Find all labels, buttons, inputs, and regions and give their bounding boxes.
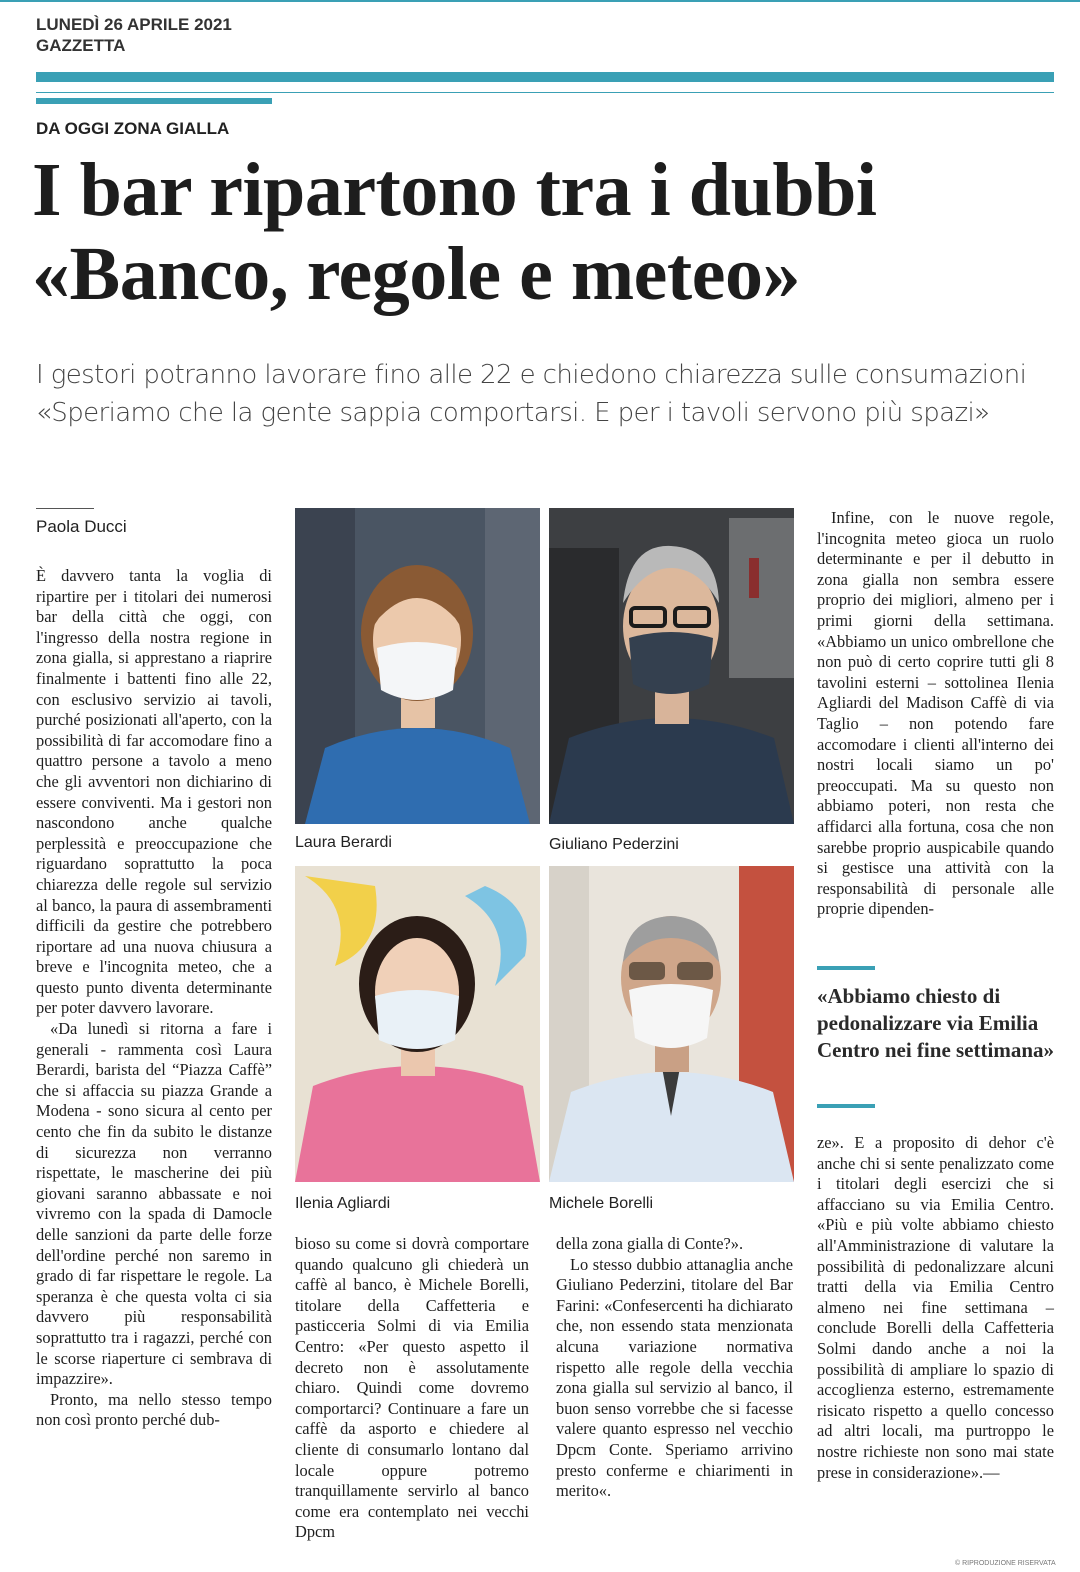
pullquote: «Abbiamo chiesto di pedonalizzare via Emilia Centro nei fine settimana» xyxy=(817,984,1054,1062)
article-paragraph: Infine, con le nuove regole, l'incognita meteo gioca un ruolo determinante e per il debutto in zona gialla non sembra essere proprio dei migliori, almeno per i primi giorni della settimana. «Abbiamo un unico ombrellone che non può di certo coprire tutti gli 8 tavolini esterni – sottolinea Ilenia Agliardi del Madison Caffè di via Taglio – non potendo fare accomodare i clienti all'interno dei nostri locali siamo un po' preoccupati. Ma su questo non abbiamo poteri, non resta che affidarci alla fortuna, cosa che non sarebbe proprio auspicabile quando si gestisce una attività con la responsabilità di personale alle proprie dipenden- xyxy=(817,508,1054,919)
header-rule-thick xyxy=(36,72,1054,82)
copyright-notice: © RIPRODUZIONE RISERVATA xyxy=(955,1560,1056,1567)
article-paragraph: ze». E a proposito di dehor c'è anche chi si sente penalizzato come i titolari degli esercizi che si affacciano su via Emilia Centro. «Più e più volte abbiamo chiesto all'Amministrazione di valutare la possibilità di pedonalizzare alcuni tratti della via Emilia Centro almeno nei fine settimana – conclude Borelli della Caffetteria Solmi dando anche a noi la possibilità di ampliare lo spazio di accoglienza esterno, estremamente risicato rispetto a quello concesso ad altri locali, ma purtroppo le nostre richieste non sono mai state prese in considerazione».— xyxy=(817,1133,1054,1482)
photo-giuliano-pederzini xyxy=(549,508,794,824)
article-column-3 xyxy=(556,1234,793,1502)
article-column-2 xyxy=(295,1234,529,1543)
subheadline-line-2: «Speriamo che la gente sappia comportarsi. E per i tavoli servono più spazi» xyxy=(36,398,990,428)
subheadline xyxy=(36,356,1056,432)
kicker: DA OGGI ZONA GIALLA xyxy=(36,119,230,138)
byline: Paola Ducci xyxy=(36,517,127,536)
article-paragraph: bioso su come si dovrà comportare quando qualcuno gli chiederà un caffè al banco, è Michele Borelli, titolare della Caffetteria e pasticceria Solmi di via Emilia Centro: «Per questo aspetto il decreto non è assolutamente chiaro. Quindi come dovremo comportarci? Continuare a fare un caffè da asporto e chiedere al cliente di consumarlo lontano dal locale oppure potremo tranquillamente servirlo al banco come era contemplato nei vecchi Dpcm xyxy=(295,1234,529,1542)
photo-ilenia-agliardi xyxy=(295,866,540,1182)
masthead-date: LUNEDÌ 26 APRILE 2021 xyxy=(36,15,232,34)
masthead-section: GAZZETTA xyxy=(36,36,126,55)
pullquote-rule-bottom xyxy=(817,1104,875,1108)
photo-caption: Ilenia Agliardi xyxy=(295,1195,391,1212)
subheadline-line-1: I gestori potranno lavorare fino alle 22 e chiedono chiarezza sulle consumazioni xyxy=(36,360,1027,390)
photo-caption: Laura Berardi xyxy=(295,834,392,851)
masthead xyxy=(36,14,232,56)
photo-caption: Giuliano Pederzini xyxy=(549,836,679,853)
article-column-4-bottom xyxy=(817,1133,1054,1483)
article-paragraph: Lo stesso dubbio attanaglia anche Giuliano Pederzini, titolare del Bar Farini: «Confesercenti ha dichiarato che, non essendo stata menzionata alcuna variazione normativa rispetto alle regole della vecchia zona gialla sul servizio al banco, il buon senso vorrebbe che si facesse valere quanto espresso nel vecchio Dpcm Conte. Speriamo arrivino presto conferme e chiarimenti in merito«. xyxy=(556,1254,793,1501)
article-paragraph: Pronto, ma nello stesso tempo non così pronto perché dub- xyxy=(36,1389,272,1430)
kicker-rule xyxy=(36,98,272,104)
photo-caption: Michele Borelli xyxy=(549,1195,654,1212)
article-column-1 xyxy=(36,566,272,1431)
headline-line-2: «Banco, regole e meteo» xyxy=(32,232,800,316)
byline-rule xyxy=(36,508,94,509)
header-rule-thin xyxy=(36,92,1054,93)
top-accent-rule xyxy=(0,0,1080,2)
photo-laura-berardi xyxy=(295,508,540,824)
article-paragraph: della zona gialla di Conte?». xyxy=(556,1234,744,1253)
headline xyxy=(32,148,1052,316)
article-paragraph: È davvero tanta la voglia di ripartire per i titolari dei numerosi bar della città che oggi, con l'ingresso della nostra regione in zona gialla, si apprestano a riaprire finalmente i battenti fino alle 22, con esclusivo servizio ai tavoli, purché posizionati all'aperto, con la possibilità di far accomodare fino a quattro persone a tavolo a meno che gli avventori non dichiarino di essere conviventi. Ma i gestori non nascondono anche qualche perplessità e preoccupazione che riguardano soprattutto la poca chiarezza delle regole sul servizio al banco, la paura di assembramenti difficili da gestire che potrebbero riportare ad una nuova chiusura a breve e l'incognita meteo, che a questo punto diventa determinante per poter davvero lavorare. xyxy=(36,566,272,1018)
article-column-4-top xyxy=(817,508,1054,920)
headline-line-1: I bar ripartono tra i dubbi xyxy=(32,148,877,232)
article-paragraph: «Da lunedì si ritorna a fare i generali - rammenta così Laura Berardi, barista del “Piazza Caffè” che si affaccia su piazza Grande a Modena - sono sicura al cento per cento che fin da subito le distanze di sicurezza non verranno rispettate, le mascherine dei più giovani saranno abbassate e noi vivremo con la spada di Damocle delle sanzioni da parte delle forze dell'ordine perché non saremo in grado di far rispettare le regole. La speranza è che questa volta ci sia davvero più responsabilità soprattutto tra i ragazzi, perché con le scorse riaperture ci sembrava di impazzire». xyxy=(36,1019,272,1389)
photo-michele-borelli xyxy=(549,866,794,1182)
pullquote-rule-top xyxy=(817,966,875,970)
